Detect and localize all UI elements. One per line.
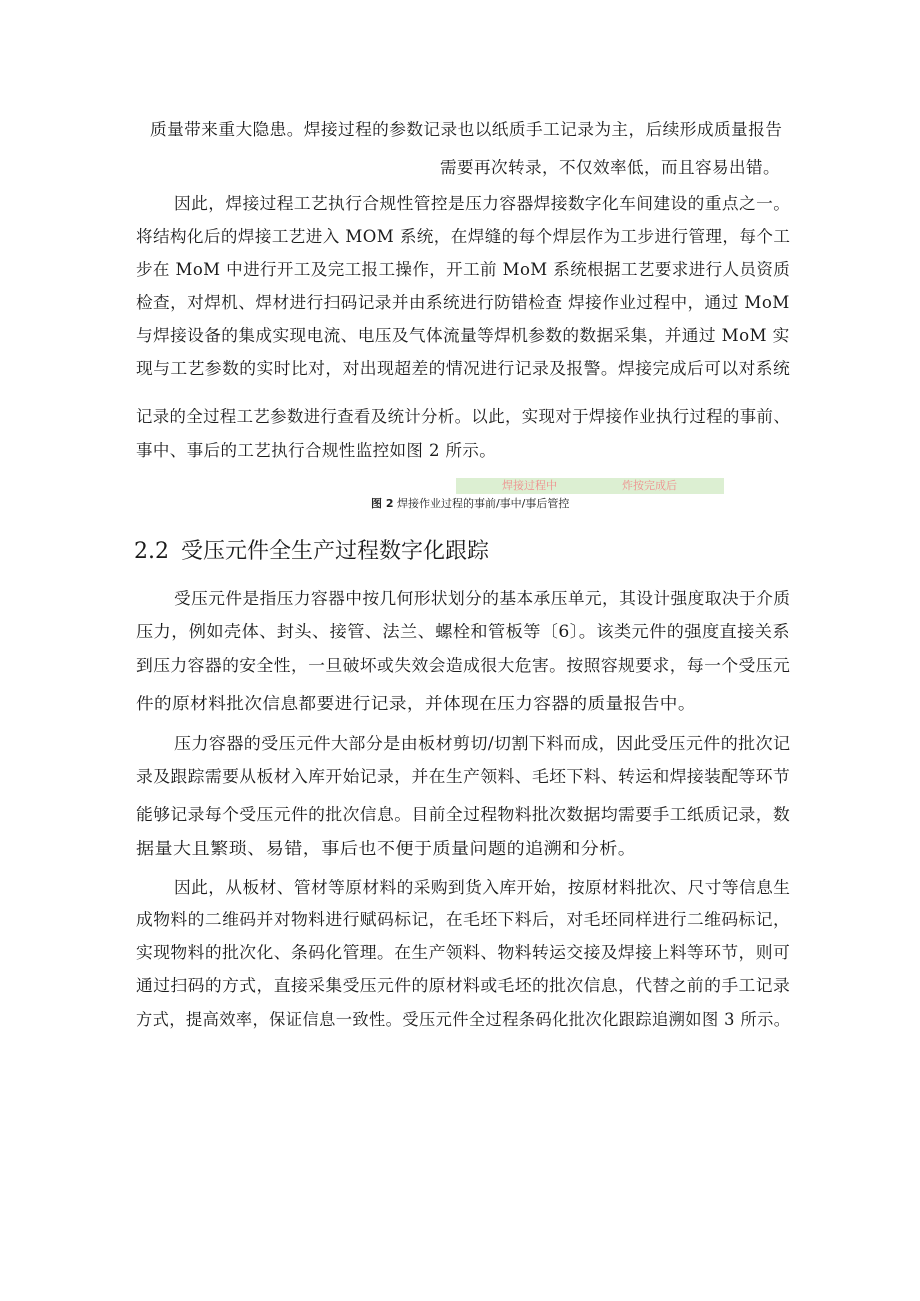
- para-barcode-line-2: 成物料的二维码并对物料进行赋码标记，在毛坯下料后，对毛坯同样进行二维码标记，: [136, 910, 791, 929]
- figure-2-caption-number: 图 2: [371, 497, 394, 510]
- para-mom-line-3: 步在 MoM 中进行开工及完工报工操作，开工前 MoM 系统根据工艺要求进行人员资质: [136, 260, 791, 279]
- figure-2-caption-text: 焊接作业过程的事前/事中/事后管控: [393, 497, 570, 510]
- para-barcode-line-5: 方式，提高效率，保证信息一致性。受压元件全过程条码化批次化跟踪追溯如图 3 所示。: [136, 1010, 791, 1029]
- para-mom-line-4: 检查，对焊机、焊材进行扫码记录并由系统进行防错检查 焊接作业过程中，通过 MoM: [136, 293, 790, 312]
- para-mom-line-6: 现与工艺参数的实时比对，对出现超差的情况进行记录及报警。焊接完成后可以对系统: [136, 359, 791, 378]
- para-mom-line-1: 因此，焊接过程工艺执行合规性管控是压力容器焊接数字化车间建设的重点之一。: [174, 194, 791, 213]
- para-mom-line-8: 事中、事后的工艺执行合规性监控如图 2 所示。: [136, 441, 497, 460]
- section-title: 受压元件全生产过程数字化跟踪: [181, 539, 490, 564]
- para-pressure-line-4: 件的原材料批次信息都要进行记录，并体现在压力容器的质量报告中。: [136, 694, 696, 713]
- section-heading: [134, 538, 489, 566]
- figure-2-strip: [456, 478, 724, 494]
- para-pressure-line-1: 受压元件是指压力容器中按几何形状划分的基本承压单元，其设计强度取决于介质: [174, 589, 791, 608]
- para-pressure-line-3: 到压力容器的安全性，一旦破坏或失效会造成很大危害。按照容规要求，每一个受压元: [136, 656, 791, 675]
- section-number: 2.2: [134, 539, 169, 564]
- para-pressure-line-2: 压力，例如壳体、封头、接管、法兰、螺栓和管板等〔6〕。该类元件的强度直接关系: [136, 622, 790, 641]
- para-batch-line-3: 能够记录每个受压元件的批次信息。目前全过程物料批次数据均需要手工纸质记录，数: [136, 805, 791, 824]
- para-batch-line-2: 录及跟踪需要从板材入库开始记录，并在生产领料、毛坯下料、转运和焊接装配等环节: [136, 767, 791, 786]
- para-barcode-line-4: 通过扫码的方式，直接采集受压元件的原材料或毛坯的批次信息，代替之前的手工记录: [136, 976, 791, 995]
- para-mom-line-2: 将结构化后的焊接工艺进入 MOM 系统，在焊缝的每个焊层作为工步进行管理，每个工: [136, 227, 791, 246]
- para-top-line-1: 质量带来重大隐患。焊接过程的参数记录也以纸质手工记录为主，后续形成质量报告: [150, 120, 783, 139]
- para-batch-line-4: 据量大且繁琐、易错，事后也不便于质量问题的追溯和分析。: [136, 839, 637, 858]
- para-barcode-line-3: 实现物料的批次化、条码化管理。在生产领料、物料转运交接及焊接上料等环节，则可: [136, 943, 791, 962]
- para-barcode-line-1: 因此，从板材、管材等原材料的采购到货入库开始，按原材料批次、尺寸等信息生: [174, 878, 791, 897]
- para-mom-line-7: 记录的全过程工艺参数进行查看及统计分析。以此，实现对于焊接作业执行过程的事前、: [136, 407, 791, 426]
- figure-2-label-after: 炸按完成后: [622, 479, 677, 492]
- para-top-line-2: 需要再次转录，不仅效率低，而且容易出错。: [440, 158, 780, 177]
- para-mom-line-5: 与焊接设备的集成实现电流、电压及气体流量等焊机参数的数据采集，并通过 MoM 实: [136, 326, 790, 345]
- figure-2-label-during: 焊接过程中: [502, 479, 557, 492]
- para-batch-line-1: 压力容器的受压元件大部分是由板材剪切/切割下料而成，因此受压元件的批次记: [174, 734, 791, 753]
- figure-2-caption: [371, 497, 569, 511]
